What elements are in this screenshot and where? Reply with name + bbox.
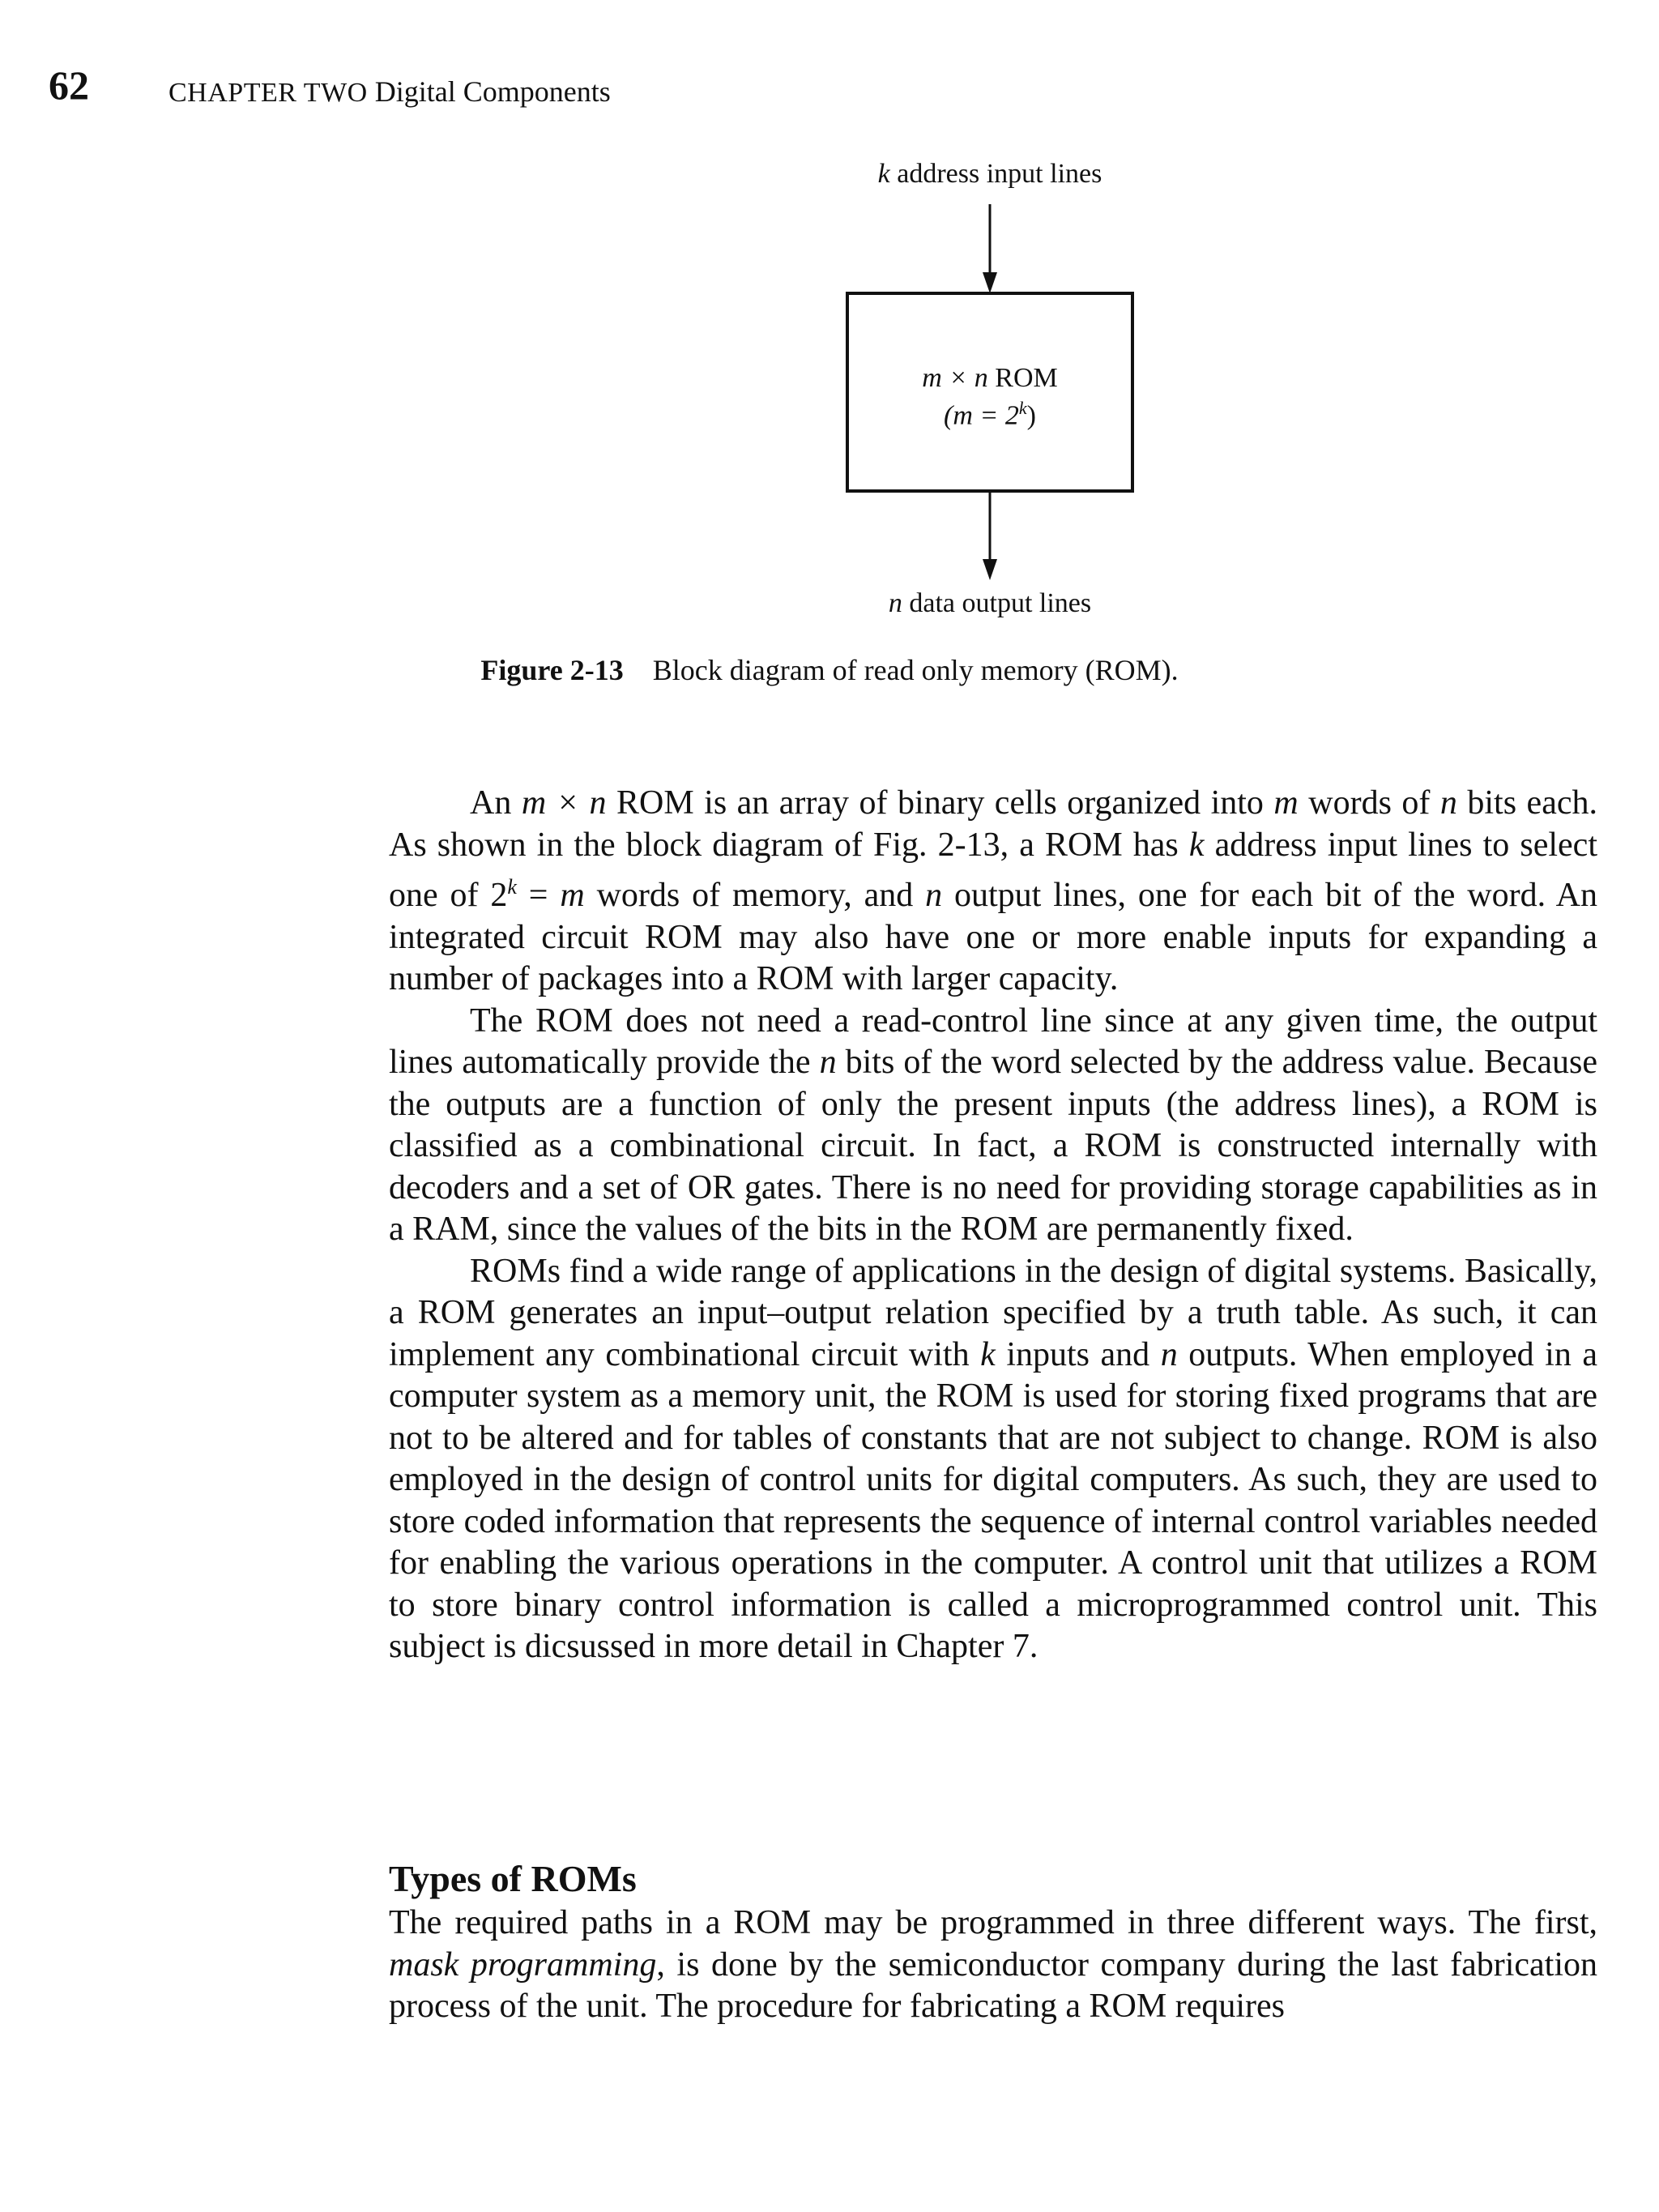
- paragraph-1: An m × n ROM is an array of binary cells organized into m words of n bits each. As shown in the block diagram of Fig. 2-13, a ROM has k address input lines to select one of $2^k = m$ words of memory, and n output lines, one for each bit of the word. An integrated circuit ROM may also have one or more enable inputs for expanding a number of packages into a ROM with larger capacity.: [389, 784, 1598, 997]
- data-output-label: n data output lines: [888, 588, 1092, 618]
- address-input-label: k address input lines: [877, 159, 1102, 189]
- rom-box-line2: $(m = 2^k)$: [944, 398, 1036, 431]
- body-text: [389, 783, 1597, 1668]
- paragraph-3: ROMs find a wide range of applications in the design of digital systems. Basically, a ROM generates an input–output relation specified by a truth table. As such, it can implement any combinational circuit with k inputs and n outputs. When employed in a computer system as a memory unit, the ROM is used for storing fixed programs that are not to be altered and for tables of constants that are not subject to change. ROM is also employed in the design of control units for digital computers. As such, they are used to store coded information that represents the sequence of internal control variables needed for enabling the various operations in the computer. A control unit that utilizes a ROM to store binary control information is called a microprogrammed control unit. This subject is dicsussed in more detail in Chapter 7.: [389, 1252, 1598, 1665]
- rom-box-line1: m × n ROM: [922, 363, 1058, 393]
- rom-block-diagram: [0, 0, 1659, 648]
- section-body-text: [389, 1902, 1597, 2028]
- paragraph-2: The ROM does not need a read-control line since at any given time, the output lines automatically provide the n bits of the word selected by the address value. Because the outputs are a function of only the present inputs (the address lines), a ROM is classified as a combinational circuit. In fact, a ROM is constructed internally with decoders and a set of OR gates. There is no need for providing storage capabilities as in a RAM, since the values of the bits in the ROM are permanently fixed.: [389, 1001, 1597, 1248]
- page-number: 62: [49, 62, 89, 108]
- chapter-title: Digital Components: [374, 75, 611, 108]
- figure-caption: [0, 653, 1659, 687]
- figure-label: Figure 2-13: [480, 654, 624, 686]
- chapter-label: CHAPTER TWO: [168, 78, 368, 108]
- data-output-arrowhead: [983, 559, 997, 580]
- figure-caption-text: Block diagram of read only memory (ROM).: [652, 654, 1179, 686]
- rom-box: [847, 293, 1132, 491]
- section-paragraph-1: The required paths in a ROM may be programmed in three different ways. The first, mask programming, is done by the semiconductor company during the last fabrication process of the unit. The procedure for fabricating a ROM requires: [389, 1904, 1598, 2025]
- address-input-arrowhead: [983, 272, 997, 293]
- section-heading: Types of ROMs: [389, 1858, 637, 1899]
